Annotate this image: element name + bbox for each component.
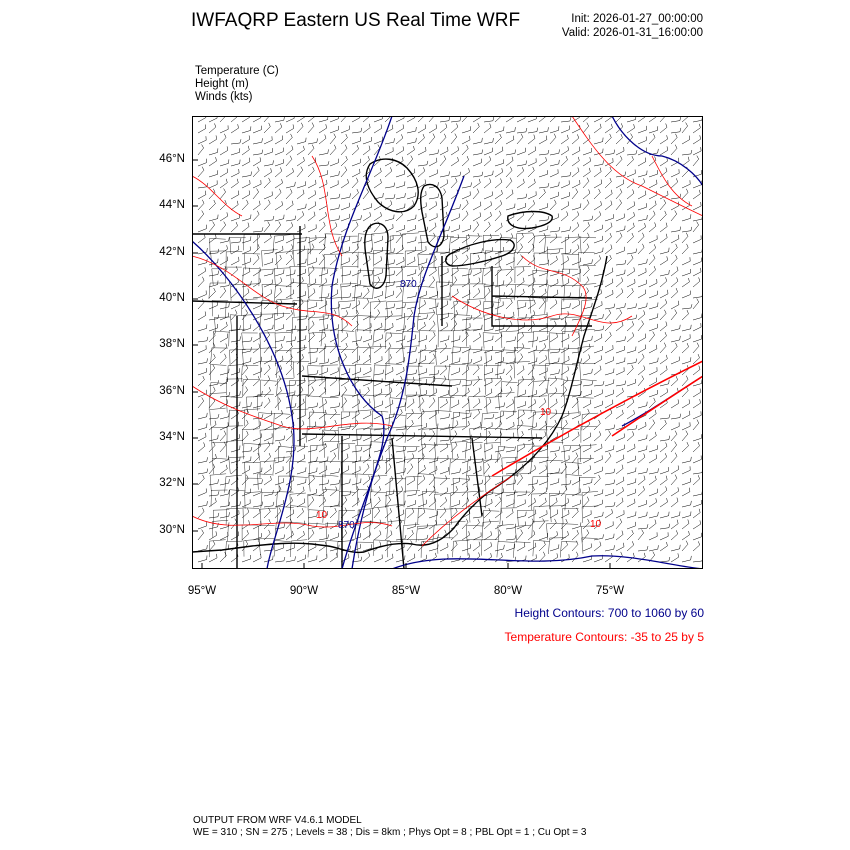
latitude-axis — [130, 0, 185, 850]
longitude-axis — [0, 585, 850, 605]
lon-label: 80°W — [493, 585, 523, 597]
field-label-temperature: Temperature (C) — [195, 65, 279, 77]
lon-label: 75°W — [595, 585, 625, 597]
lat-label: 46°N — [159, 153, 185, 165]
map-plot — [192, 116, 703, 569]
temperature-contour-label: 10 — [540, 407, 552, 418]
lat-label: 36°N — [159, 385, 185, 397]
lon-label: 95°W — [187, 585, 217, 597]
model-info-line2: WE = 310 ; SN = 275 ; Levels = 38 ; Dis = 8km ; Phys Opt = 8 ; PBL Opt = 1 ; Cu Opt = 3 — [193, 827, 587, 838]
field-label-height: Height (m) — [195, 78, 249, 90]
lon-label: 90°W — [289, 585, 319, 597]
lon-label: 85°W — [391, 585, 421, 597]
model-info-line1: OUTPUT FROM WRF V4.6.1 MODEL — [193, 815, 362, 826]
temperature-contour-label: 10 — [316, 510, 328, 521]
lat-label: 42°N — [159, 246, 185, 258]
lat-label: 34°N — [159, 431, 185, 443]
field-label-winds: Winds (kts) — [195, 91, 253, 103]
init-time: Init: 2026-01-27_00:00:00 — [571, 13, 703, 25]
lat-label: 38°N — [159, 338, 185, 350]
valid-time: Valid: 2026-01-31_16:00:00 — [561, 27, 703, 39]
lat-label: 44°N — [159, 199, 185, 211]
temperature-contours-legend: Temperature Contours: -35 to 25 by 5 — [504, 630, 704, 644]
height-contour-label: 870 — [338, 520, 355, 531]
temperature-contour-label: 10 — [590, 519, 602, 530]
lat-label: 32°N — [159, 477, 185, 489]
map-panel — [192, 116, 703, 569]
height-contour-label: 870 — [400, 279, 417, 290]
height-contours-legend: Height Contours: 700 to 1060 by 60 — [514, 606, 704, 620]
map-title: IWFAQRP Eastern US Real Time WRF — [191, 10, 521, 31]
lat-label: 30°N — [159, 524, 185, 536]
lat-label: 40°N — [159, 292, 185, 304]
